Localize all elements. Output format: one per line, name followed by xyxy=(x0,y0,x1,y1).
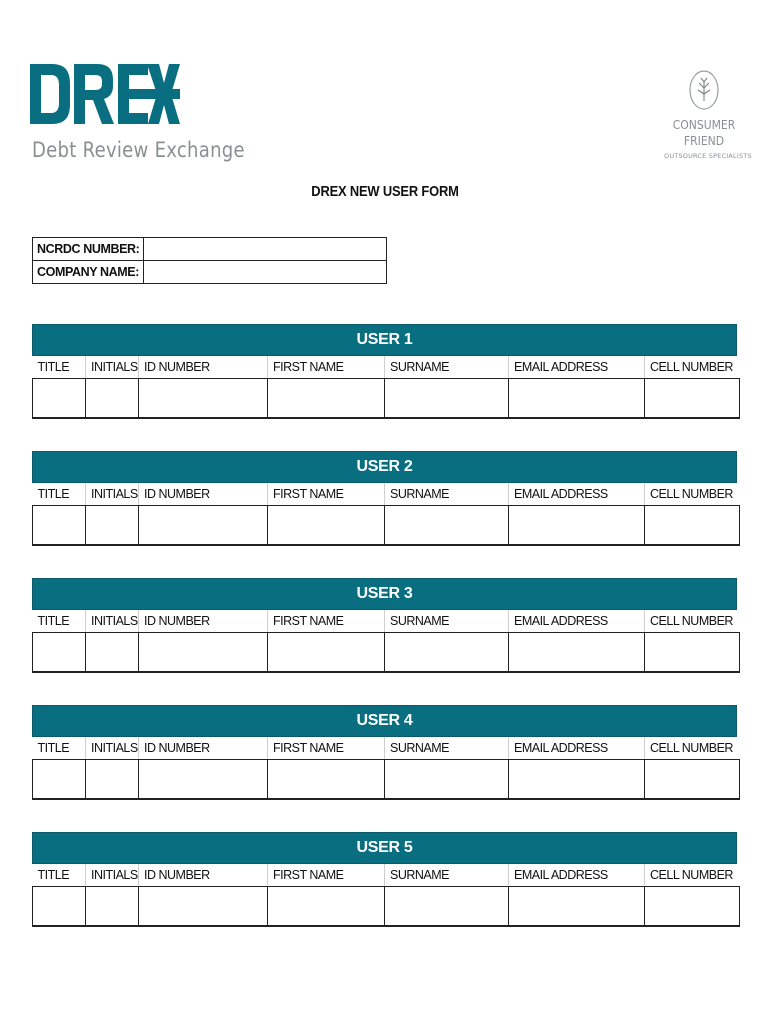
user-heading: USER 5 xyxy=(32,832,737,864)
title-field[interactable] xyxy=(33,633,86,673)
initials-field[interactable] xyxy=(86,379,139,419)
form-title: DREX NEW USER FORM xyxy=(311,183,459,200)
first-name-field[interactable] xyxy=(268,633,385,673)
column-header-first-name: FIRST NAME xyxy=(268,864,385,887)
email-address-field[interactable] xyxy=(509,506,645,546)
first-name-field[interactable] xyxy=(268,379,385,419)
drex-wordmark xyxy=(30,62,180,128)
tree-leaf-icon xyxy=(687,68,721,112)
column-header-cell-number: CELL NUMBER xyxy=(645,864,740,887)
column-header-title: TITLE xyxy=(33,483,86,506)
column-header-email-address: EMAIL ADDRESS xyxy=(509,737,645,760)
user-heading: USER 2 xyxy=(32,451,737,483)
company-name-field[interactable] xyxy=(144,261,387,284)
user-input-row xyxy=(33,633,740,673)
column-header-id-number: ID NUMBER xyxy=(139,737,268,760)
user-section-3 xyxy=(32,578,737,673)
partner-name-line1: CONSUMER xyxy=(672,118,736,132)
column-header-email-address: EMAIL ADDRESS xyxy=(509,610,645,633)
column-header-id-number: ID NUMBER xyxy=(139,610,268,633)
first-name-field[interactable] xyxy=(268,506,385,546)
ncrdc-field[interactable] xyxy=(144,238,387,261)
cell-number-field[interactable] xyxy=(645,760,740,800)
user-input-row xyxy=(33,760,740,800)
surname-field[interactable] xyxy=(385,506,509,546)
user-table xyxy=(32,483,740,546)
column-header-initials: INITIALS xyxy=(86,356,139,379)
partner-name-line2: FRIEND xyxy=(683,134,725,148)
column-header-surname: SURNAME xyxy=(385,610,509,633)
drex-tagline: Debt Review Exchange xyxy=(32,138,245,162)
surname-field[interactable] xyxy=(385,760,509,800)
column-header-row xyxy=(33,483,740,506)
cell-number-field[interactable] xyxy=(645,379,740,419)
company-info-table xyxy=(32,237,387,284)
column-header-id-number: ID NUMBER xyxy=(139,864,268,887)
column-header-title: TITLE xyxy=(33,737,86,760)
surname-field[interactable] xyxy=(385,633,509,673)
column-header-first-name: FIRST NAME xyxy=(268,737,385,760)
ncrdc-label: NCRDC NUMBER: xyxy=(33,238,144,261)
title-field[interactable] xyxy=(33,887,86,927)
column-header-email-address: EMAIL ADDRESS xyxy=(509,864,645,887)
column-header-id-number: ID NUMBER xyxy=(139,483,268,506)
user-input-row xyxy=(33,379,740,419)
user-table xyxy=(32,737,740,800)
user-heading: USER 1 xyxy=(32,324,737,356)
id-number-field[interactable] xyxy=(139,760,268,800)
column-header-row xyxy=(33,610,740,633)
company-name-label: COMPANY NAME: xyxy=(33,261,144,284)
column-header-cell-number: CELL NUMBER xyxy=(645,610,740,633)
first-name-field[interactable] xyxy=(268,760,385,800)
user-section-5 xyxy=(32,832,737,927)
initials-field[interactable] xyxy=(86,506,139,546)
column-header-surname: SURNAME xyxy=(385,483,509,506)
column-header-row xyxy=(33,864,740,887)
column-header-id-number: ID NUMBER xyxy=(139,356,268,379)
column-header-initials: INITIALS xyxy=(86,737,139,760)
cell-number-field[interactable] xyxy=(645,506,740,546)
column-header-email-address: EMAIL ADDRESS xyxy=(509,483,645,506)
user-input-row xyxy=(33,506,740,546)
column-header-title: TITLE xyxy=(33,864,86,887)
user-table xyxy=(32,864,740,927)
cell-number-field[interactable] xyxy=(645,887,740,927)
column-header-first-name: FIRST NAME xyxy=(268,356,385,379)
id-number-field[interactable] xyxy=(139,506,268,546)
column-header-title: TITLE xyxy=(33,356,86,379)
column-header-surname: SURNAME xyxy=(385,356,509,379)
column-header-cell-number: CELL NUMBER xyxy=(645,737,740,760)
id-number-field[interactable] xyxy=(139,379,268,419)
user-section-4 xyxy=(32,705,737,800)
column-header-initials: INITIALS xyxy=(86,483,139,506)
column-header-surname: SURNAME xyxy=(385,864,509,887)
user-table xyxy=(32,610,740,673)
id-number-field[interactable] xyxy=(139,633,268,673)
column-header-initials: INITIALS xyxy=(86,864,139,887)
surname-field[interactable] xyxy=(385,887,509,927)
title-field[interactable] xyxy=(33,379,86,419)
partner-tagline: OUTSOURCE SPECIALISTS xyxy=(664,152,752,160)
column-header-first-name: FIRST NAME xyxy=(268,483,385,506)
user-heading: USER 3 xyxy=(32,578,737,610)
user-input-row xyxy=(33,887,740,927)
column-header-email-address: EMAIL ADDRESS xyxy=(509,356,645,379)
user-table xyxy=(32,356,740,419)
id-number-field[interactable] xyxy=(139,887,268,927)
first-name-field[interactable] xyxy=(268,887,385,927)
initials-field[interactable] xyxy=(86,887,139,927)
email-address-field[interactable] xyxy=(509,633,645,673)
user-section-1 xyxy=(32,324,737,419)
column-header-cell-number: CELL NUMBER xyxy=(645,483,740,506)
drex-logo xyxy=(30,62,245,172)
column-header-cell-number: CELL NUMBER xyxy=(645,356,740,379)
surname-field[interactable] xyxy=(385,379,509,419)
user-heading: USER 4 xyxy=(32,705,737,737)
ncrdc-row xyxy=(33,238,387,261)
cell-number-field[interactable] xyxy=(645,633,740,673)
column-header-first-name: FIRST NAME xyxy=(268,610,385,633)
title-field[interactable] xyxy=(33,760,86,800)
column-header-title: TITLE xyxy=(33,610,86,633)
initials-field[interactable] xyxy=(86,760,139,800)
email-address-field[interactable] xyxy=(509,760,645,800)
column-header-row xyxy=(33,737,740,760)
initials-field[interactable] xyxy=(86,633,139,673)
email-address-field[interactable] xyxy=(509,887,645,927)
title-field[interactable] xyxy=(33,506,86,546)
company-row xyxy=(33,261,387,284)
column-header-row xyxy=(33,356,740,379)
email-address-field[interactable] xyxy=(509,379,645,419)
column-header-surname: SURNAME xyxy=(385,737,509,760)
consumer-friend-logo xyxy=(664,68,752,168)
user-section-2 xyxy=(32,451,737,546)
column-header-initials: INITIALS xyxy=(86,610,139,633)
